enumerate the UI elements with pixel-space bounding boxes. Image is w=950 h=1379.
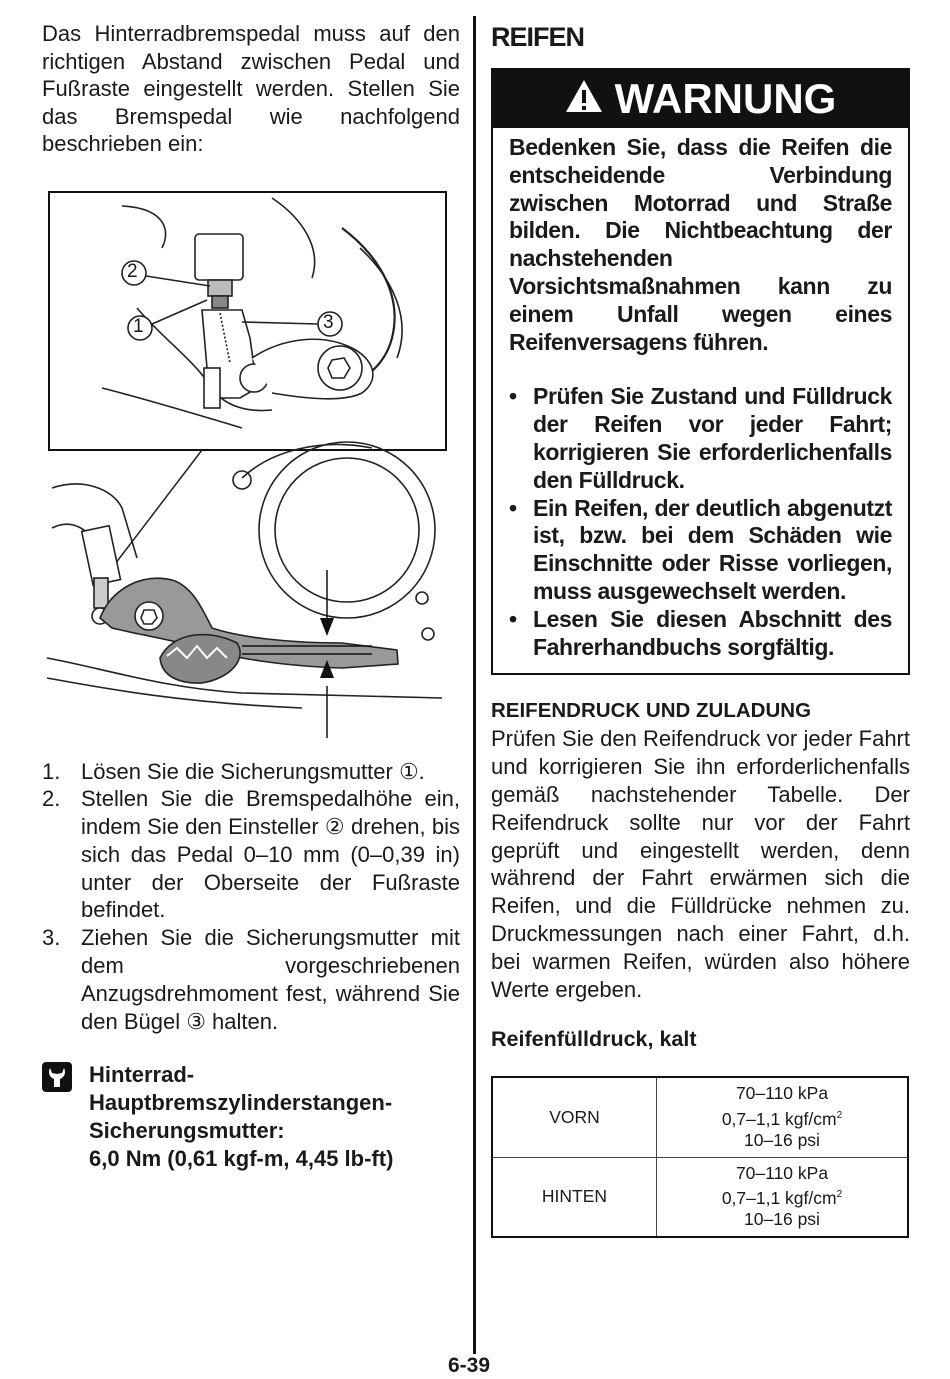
torque-spec [42,1061,460,1173]
warning-box [491,68,910,675]
tire-pressure-table [491,1076,909,1238]
table-row [492,1077,908,1157]
table-row [492,1157,908,1237]
intro-paragraph: Das Hinterradbremspedal muss auf den richtigen Abstand zwischen Pedal und Fußraste eingestellt werden. Stellen Sie das Bremspedal wie nachfolgend beschrieben ein: [42,21,460,156]
callout-1: 1 [133,315,144,337]
column-divider [473,16,476,1354]
right-column [491,20,910,1238]
torque-value: 6,0 Nm (0,61 kgf-m, 4,45 lb-ft) [89,1146,394,1172]
torque-wrench-icon [42,1062,72,1092]
brake-pedal-illustration [42,188,460,738]
pressure-paragraph: Prüfen Sie den Reifendruck vor jeder Fahrt und korrigieren Sie ihn erforderlichenfalls gemäß nachstehender Tabelle. Der Reifendruck sollte nur vor der Fahrt geprüft und eingestellt werden, denn während der Fahrt erwärmen sich die Reifen, und die Fülldrücke nehmen zu. Druckmessungen nach einer Fahrt, d.h. bei warmen Reifen, würden also höhere Werte ergeben. [491,726,910,1002]
section-title: REIFEN [491,22,585,52]
list-item: • Lesen Sie diesen Abschnitt des Fahrerhandbuchs sorgfältig. [509,605,892,660]
row-label: HINTEN [492,1157,657,1237]
warning-triangle-icon [565,75,603,123]
list-item: 2. Stellen Sie die Bremspedalhöhe ein, indem Sie den Einsteller ② drehen, bis sich das Pedal 0–10 mm (0–0,39 in) unter der Oberseite der Fußraste befindet. [42,786,460,923]
pressure-values: 70–110 kPa 0,7–1,1 kgf/$cm^2$ 10–16 psi [657,1157,909,1237]
list-item: 3. Ziehen Sie die Sicherungsmutter mit dem vorgeschriebenen Anzugsdrehmoment fest, während Sie den Bügel ③ halten. [42,925,460,1034]
list-item: • Ein Reifen, der deutlich abgenutzt ist, bzw. bei dem Schäden wie Einschnitte oder Risse vorliegen, muss ausgewechselt werden. [509,494,892,604]
warning-intro: Bedenken Sie, dass die Reifen die entscheidende Verbindung zwischen Motorrad und Straße bilden. Die Nichtbeachtung der nachstehenden Vorsichtsmaßnahmen kann zu einem Unfall wegen eines Reifenversagens führen. [509,134,892,355]
row-label: VORN [492,1077,657,1157]
warning-list [509,383,892,661]
torque-label-line3: Sicherungsmutter: [89,1118,285,1144]
list-item: • Prüfen Sie Zustand und Fülldruck der Reifen vor jeder Fahrt; korrigieren Sie erforderlichenfalls den Fülldruck. [509,383,892,493]
adjustment-steps [42,758,460,1036]
torque-label-line2: Hauptbremszylinderstangen- [89,1090,393,1116]
page-number: 6-39 [448,1354,491,1377]
left-column [42,20,460,1173]
subheading: REIFENDRUCK UND ZULADUNG [491,699,812,723]
callout-2: 2 [127,260,138,282]
warning-heading: WARNUNG [614,75,837,122]
torque-label-line1: Hinterrad- [89,1062,195,1088]
callout-3: 3 [323,311,334,333]
list-item: 1. Lösen Sie die Sicherungsmutter ①. [42,758,425,784]
table-title: Reifenfülldruck, kalt [491,1027,697,1052]
warning-header [493,70,908,128]
pressure-values: 70–110 kPa 0,7–1,1 kgf/$cm^2$ 10–16 psi [657,1077,909,1157]
